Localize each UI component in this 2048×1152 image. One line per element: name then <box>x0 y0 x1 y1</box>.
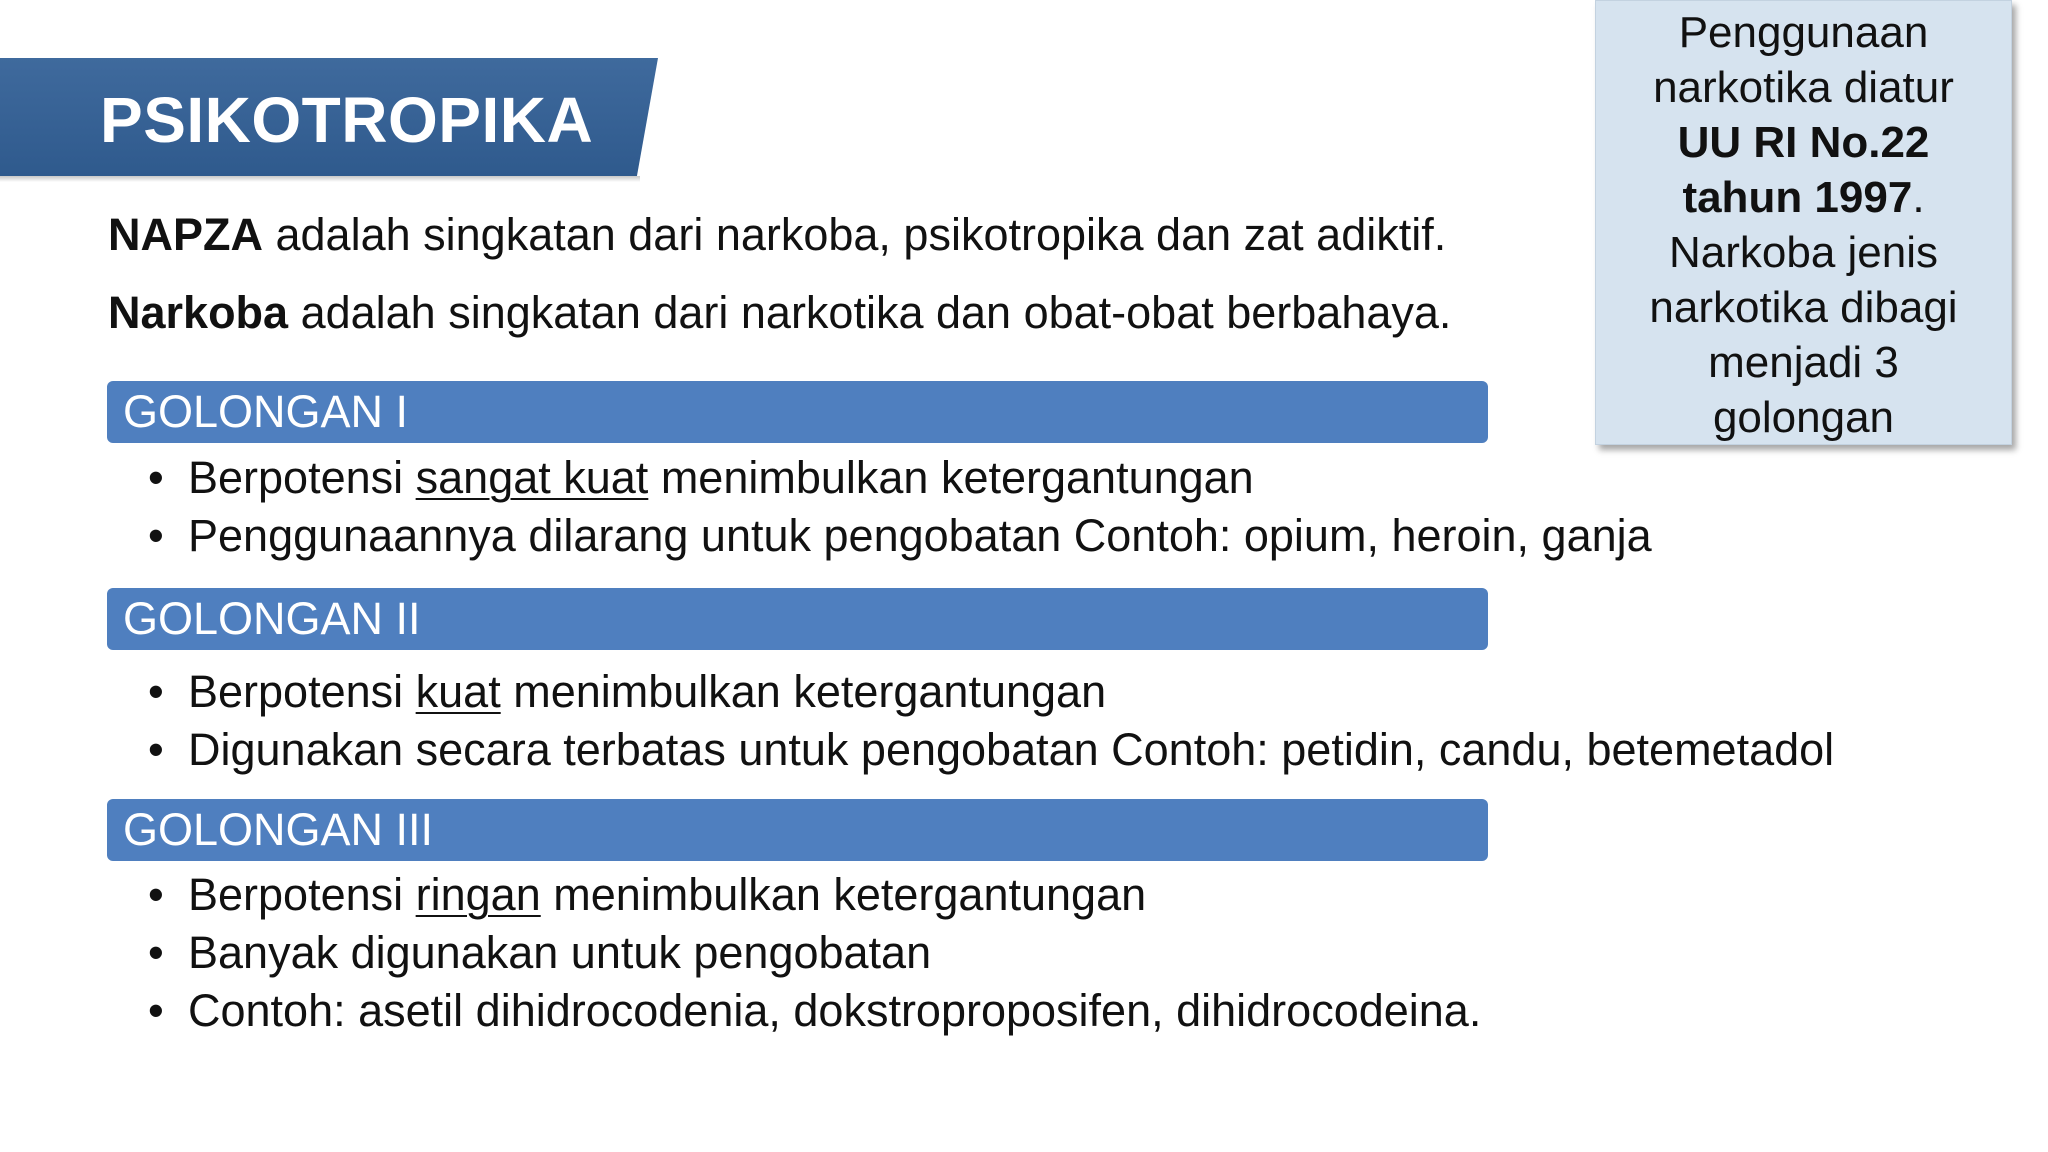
info-line: menjadi 3 <box>1708 338 1899 387</box>
intro-term: Narkoba <box>108 287 289 338</box>
bullet-emphasis: kuat <box>415 666 501 717</box>
intro-narkoba <box>108 285 1451 341</box>
bullet-dot: • <box>148 869 164 920</box>
intro-text: adalah singkatan dari narkotika dan obat-obat berbahaya. <box>288 287 1452 338</box>
bullet-text: menimbulkan ketergantungan <box>648 452 1254 503</box>
golongan-1-list <box>148 449 1652 565</box>
info-law-year <box>1596 170 2011 225</box>
bullet-dot: • <box>148 452 164 503</box>
bullet-dot: • <box>148 724 164 775</box>
bullet-text: Berpotensi <box>188 666 416 717</box>
info-bold-line: UU RI No.22 <box>1677 118 1930 167</box>
golongan-1-header: GOLONGAN I <box>107 381 1488 443</box>
list-item <box>148 507 1652 565</box>
golongan-3-header: GOLONGAN III <box>107 799 1488 861</box>
bullet-emphasis: sangat kuat <box>415 452 649 503</box>
golongan-3-list <box>148 866 1481 1040</box>
list-item <box>148 663 1834 721</box>
list-item <box>148 449 1652 507</box>
bullet-text: menimbulkan ketergantungan <box>500 666 1107 717</box>
title-banner-shadow <box>0 176 640 182</box>
info-line: golongan <box>1712 393 1895 442</box>
bullet-dot: • <box>148 927 164 978</box>
bullet-dot: • <box>148 510 164 561</box>
info-line: narkotika diatur <box>1653 63 1954 112</box>
info-line: Narkoba jenis <box>1668 228 1939 277</box>
list-item <box>148 924 1481 982</box>
bullet-dot: • <box>148 985 164 1036</box>
list-item <box>148 982 1481 1040</box>
bullet-text: Penggunaannya dilarang untuk pengobatan Contoh: opium, heroin, ganja <box>188 510 1652 561</box>
list-item <box>148 866 1481 924</box>
golongan-2-header: GOLONGAN II <box>107 588 1488 650</box>
info-law-reference <box>1596 115 2011 170</box>
info-line: narkotika dibagi <box>1649 283 1958 332</box>
golongan-2-list <box>148 663 1834 779</box>
bullet-dot: • <box>148 666 164 717</box>
bullet-text: Banyak digunakan untuk pengobatan <box>188 927 932 978</box>
bullet-text: Contoh: asetil dihidrocodenia, dokstroproposifen, dihidrocodeina. <box>188 985 1482 1036</box>
page-title: PSIKOTROPIKA <box>100 84 594 156</box>
info-callout-box <box>1595 0 2012 445</box>
intro-term: NAPZA <box>108 209 263 260</box>
intro-text: adalah singkatan dari narkoba, psikotropika dan zat adiktif. <box>263 209 1447 260</box>
bullet-text: Berpotensi <box>188 452 416 503</box>
bullet-emphasis: ringan <box>415 869 541 920</box>
bullet-text: Berpotensi <box>188 869 416 920</box>
bullet-text: menimbulkan ketergantungan <box>540 869 1147 920</box>
intro-napza <box>108 207 1446 263</box>
info-bold-line: tahun 1997 <box>1682 173 1913 222</box>
info-period: . <box>1912 173 1925 222</box>
bullet-text: Digunakan secara terbatas untuk pengobatan Contoh: petidin, candu, betemetadol <box>188 724 1835 775</box>
info-line: Penggunaan <box>1678 8 1929 57</box>
list-item <box>148 721 1834 779</box>
